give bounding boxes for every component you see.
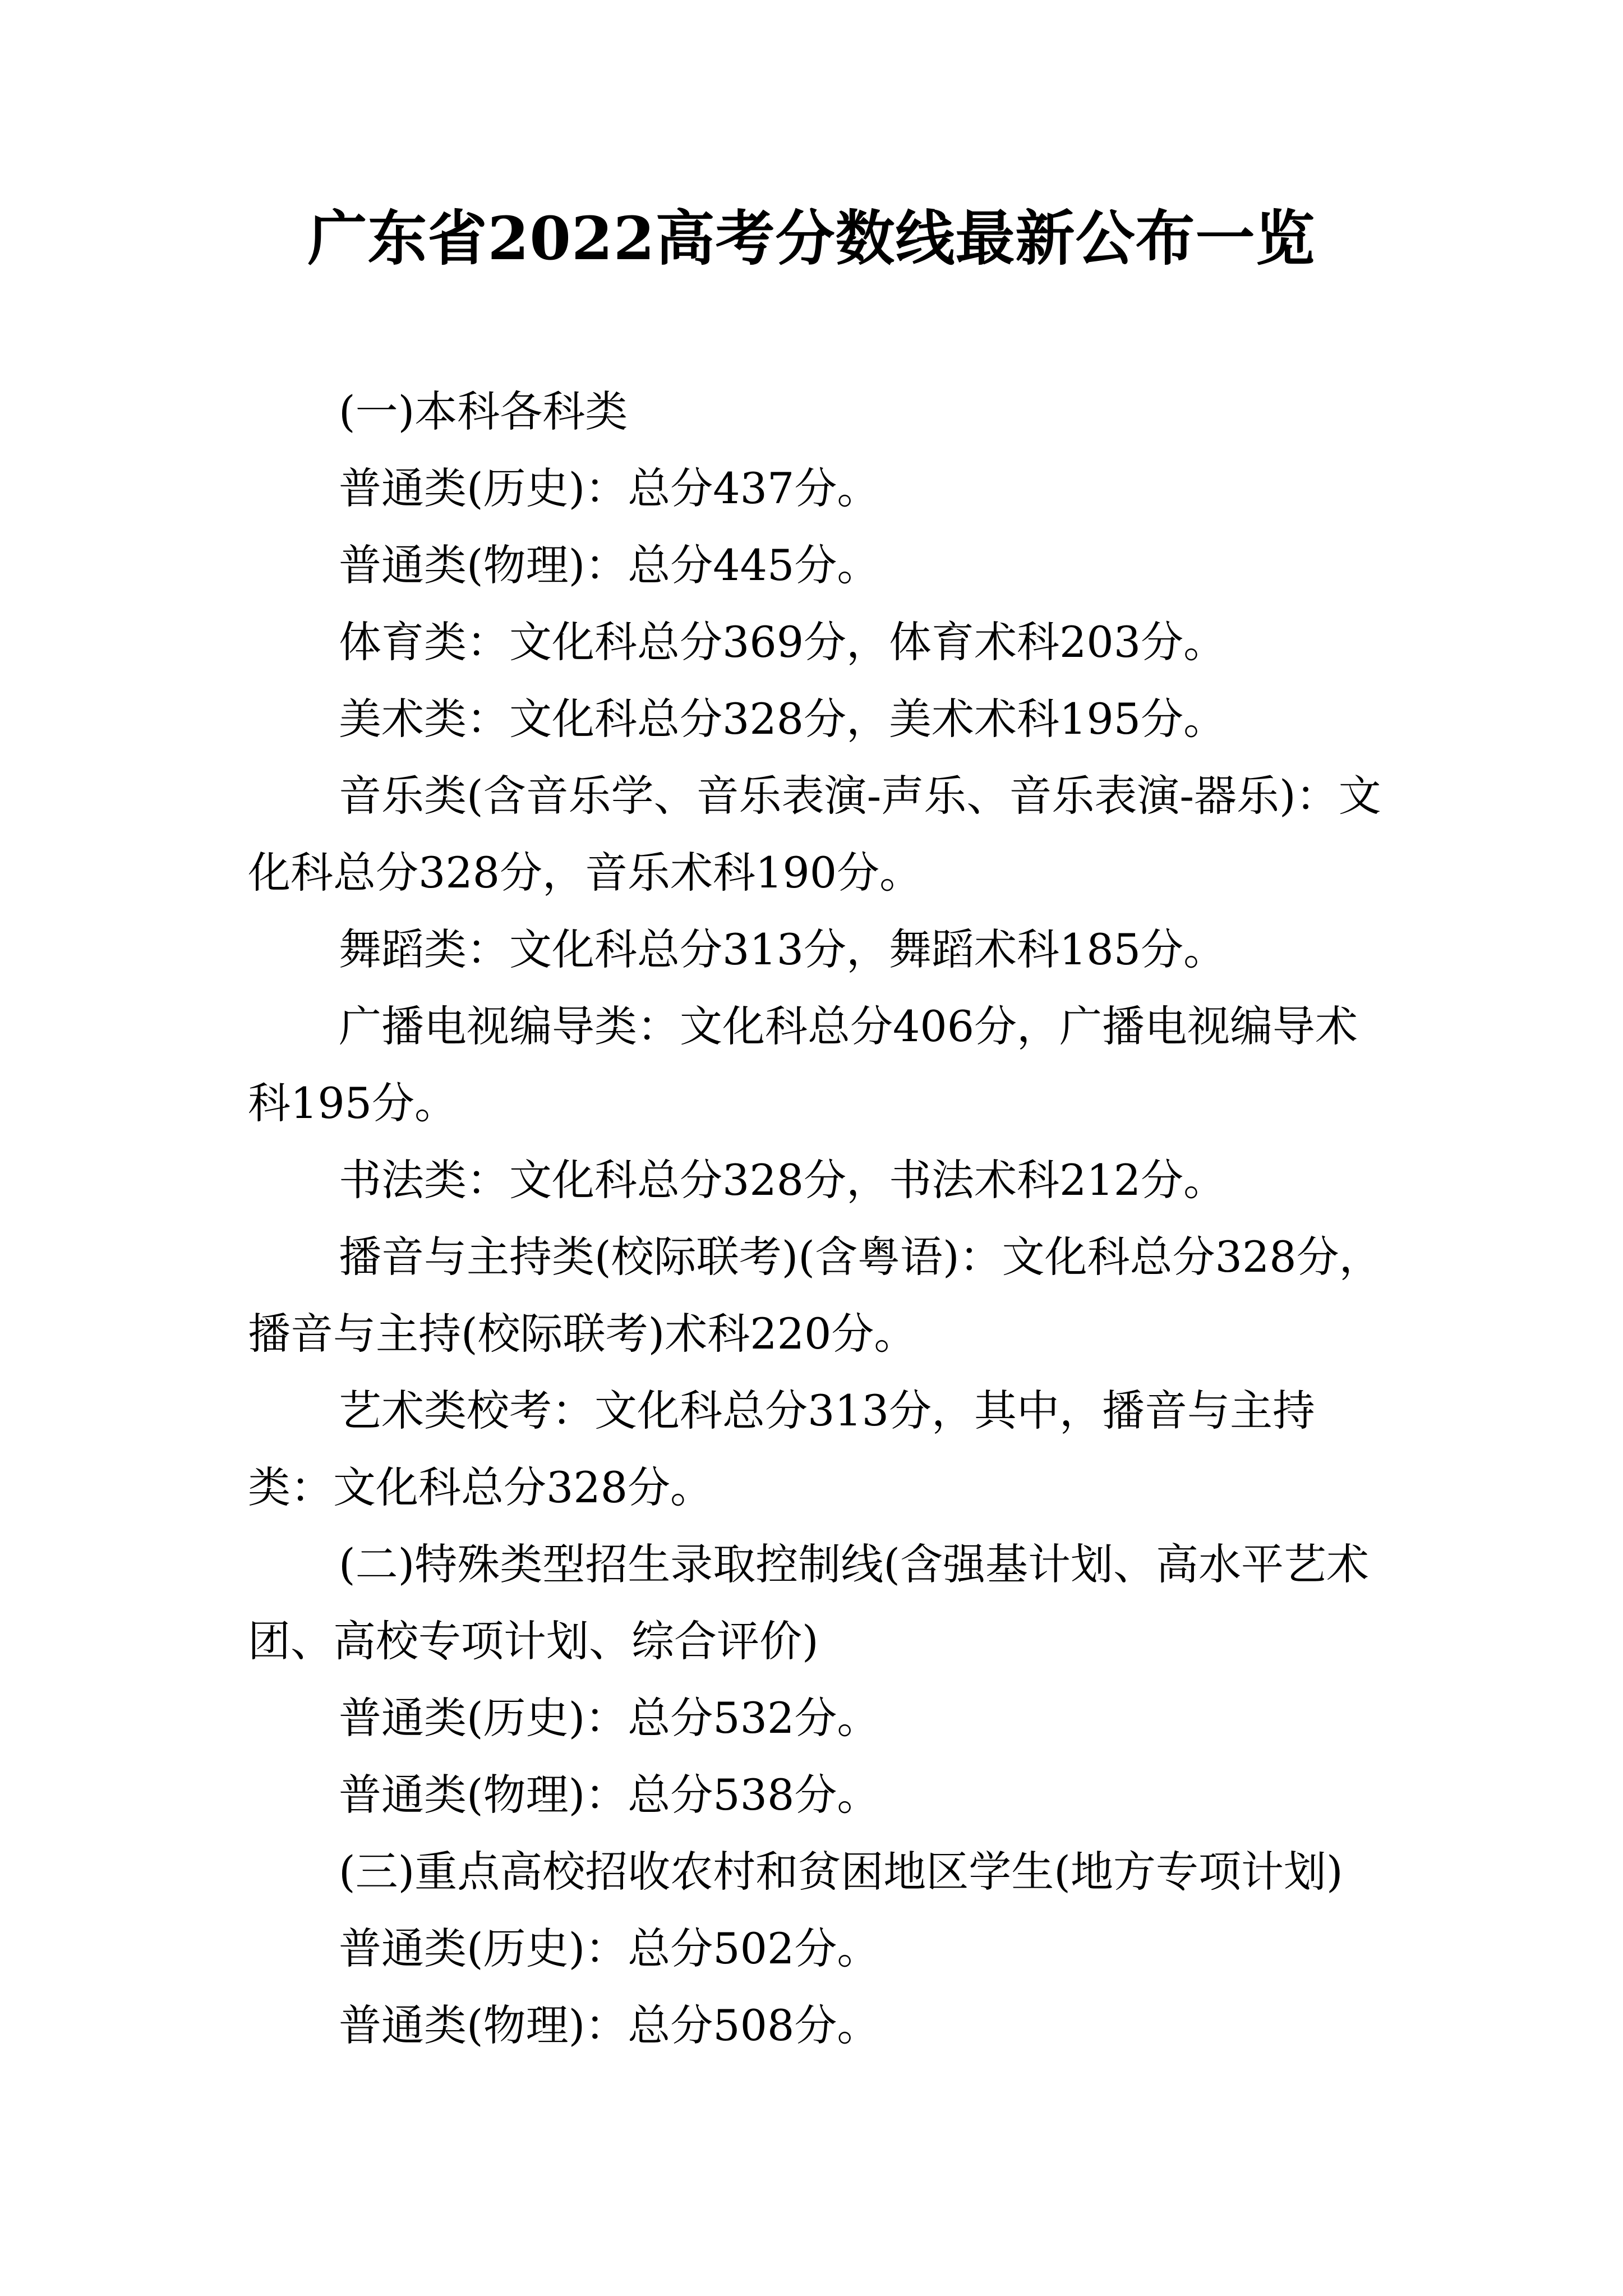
special-score-line-physics: 普通类(物理)：总分538分。 [339,1770,880,1820]
rural-score-line-physics: 普通类(物理)：总分508分。 [339,2000,880,2050]
score-line-broadcast-directing: 广播电视编导类：文化科总分406分，广播电视编导术科195分。 [248,1001,1358,1128]
score-line-broadcasting-hosting: 播音与主持类(校际联考)(含粤语)：文化科总分328分，播音与主持(校际联考)术科220分。 [248,1232,1382,1359]
score-line-physics: 普通类(物理)：总分445分。 [339,540,880,590]
document-body [248,373,1384,2064]
document-title: 广东省2022高考分数线最新公布一览 [307,203,1316,273]
score-line-dance: 舞蹈类：文化科总分313分，舞蹈术科185分。 [339,924,1227,974]
score-line-sports: 体育类：文化科总分369分，体育术科203分。 [339,617,1227,667]
section-heading-special-admission: (二)特殊类型招生录取控制线(含强基计划、高水平艺术团、高校专项计划、综合评价) [248,1539,1369,1666]
special-score-line-history: 普通类(历史)：总分532分。 [339,1693,880,1743]
score-line-calligraphy: 书法类：文化科总分328分，书法术科212分。 [339,1155,1227,1205]
score-line-art-school-exam: 艺术类校考：文化科总分313分，其中，播音与主持类：文化科总分328分。 [248,1386,1316,1512]
score-line-fine-arts: 美术类：文化科总分328分，美术术科195分。 [339,694,1227,744]
score-line-music: 音乐类(含音乐学、音乐表演-声乐、音乐表演-器乐)：文化科总分328分，音乐术科190分。 [248,771,1381,898]
section-heading-rural-students: (三)重点高校招收农村和贫困地区学生(地方专项计划) [339,1847,1343,1897]
score-line-history: 普通类(历史)：总分437分。 [339,463,880,513]
section-heading-undergraduate: (一)本科各科类 [339,386,628,436]
rural-score-line-history: 普通类(历史)：总分502分。 [339,1924,880,1973]
